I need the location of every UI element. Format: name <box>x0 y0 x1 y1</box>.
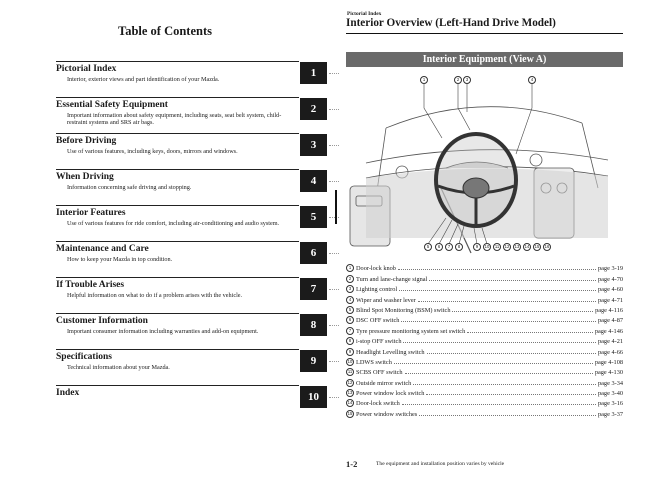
callout-number: 2 <box>454 76 462 84</box>
page-reference[interactable]: page 3-16 <box>597 400 623 408</box>
item-number: 2 <box>346 275 354 283</box>
item-number: 11 <box>347 369 353 375</box>
callout-number: 8 <box>455 243 463 251</box>
toc-entry[interactable] <box>56 205 326 237</box>
toc-entry[interactable] <box>56 385 326 417</box>
page-reference[interactable]: page 3-40 <box>597 390 623 398</box>
toc-entry[interactable] <box>56 61 326 93</box>
callout-number: 14 <box>524 244 530 249</box>
toc-description: How to keep your Mazda in top condition. <box>67 256 173 263</box>
dot-leader <box>398 269 596 270</box>
toc-heading[interactable]: Index <box>56 388 80 398</box>
callout-number: 1 <box>420 76 428 84</box>
index-item[interactable] <box>346 397 623 407</box>
index-item[interactable] <box>346 324 623 334</box>
item-label: Wiper and washer lever <box>356 296 416 304</box>
index-item[interactable] <box>346 262 623 272</box>
index-item[interactable] <box>346 304 623 314</box>
callout-number: 10 <box>484 244 490 249</box>
chapter-tab[interactable]: 2 <box>300 98 327 120</box>
callout-number: 3 <box>463 76 471 84</box>
tab-leader <box>329 181 339 182</box>
page-reference[interactable]: page 4-21 <box>597 338 623 346</box>
item-label: Outside mirror switch <box>356 379 412 387</box>
toc-description: Use of various features, including keys, doors, mirrors and windows. <box>67 148 238 155</box>
page-reference[interactable]: page 4-71 <box>597 296 623 304</box>
item-number: 4 <box>346 296 354 304</box>
toc-rule <box>56 169 299 170</box>
toc-rule <box>56 97 299 98</box>
chapter-tab[interactable]: 3 <box>300 134 327 156</box>
item-label: Turn and lane-change signal <box>356 275 428 283</box>
toc-heading[interactable]: Specifications <box>56 352 112 362</box>
toc-heading[interactable]: If Trouble Arises <box>56 280 125 290</box>
item-label: Power window switches <box>356 410 418 418</box>
item-label: Power window lock switch <box>356 390 425 398</box>
index-item[interactable] <box>346 272 623 282</box>
toc-entry[interactable] <box>56 97 326 129</box>
item-number: 3 <box>346 285 354 293</box>
callout-number: 13 <box>514 244 520 249</box>
toc-heading[interactable]: Pictorial Index <box>56 64 117 74</box>
chapter-tab[interactable]: 1 <box>300 62 327 84</box>
item-number: 5 <box>346 306 354 314</box>
toc-heading[interactable]: Interior Features <box>56 208 126 218</box>
page-reference[interactable]: page 4-130 <box>594 369 623 377</box>
tab-leader <box>329 361 339 362</box>
dot-leader <box>418 301 596 302</box>
index-item[interactable] <box>346 366 623 376</box>
callout-number: 4 <box>528 76 536 84</box>
callout-number: 6 <box>435 243 443 251</box>
tab-leader <box>329 217 339 218</box>
item-number: 8 <box>346 337 354 345</box>
callout-number: 7 <box>445 243 453 251</box>
toc-entry[interactable] <box>56 241 326 273</box>
dot-leader <box>402 404 596 405</box>
toc-entry[interactable] <box>56 277 326 309</box>
item-number: 1 <box>346 264 354 272</box>
toc-title: Table of Contents <box>118 24 212 38</box>
item-label: i-stop OFF switch <box>356 338 402 346</box>
page-reference[interactable]: page 4-116 <box>595 306 623 314</box>
dot-leader <box>401 321 596 322</box>
chapter-tab[interactable]: 7 <box>300 278 327 300</box>
toc-rule <box>56 277 299 278</box>
toc-rule <box>56 133 299 134</box>
item-number: 12 <box>347 379 353 385</box>
tab-leader <box>329 325 339 326</box>
toc-description: Important information about safety equipment, including seats, seat belt system, child-restraint systems and SRS air bags. <box>67 112 282 127</box>
page-number: 1-2 <box>346 459 358 469</box>
dot-leader <box>426 394 596 395</box>
item-label: Door-lock knob <box>356 265 396 273</box>
toc-rule <box>56 385 299 386</box>
chapter-tab[interactable]: 9 <box>300 350 327 372</box>
tab-leader <box>329 73 339 74</box>
callout-number: 16 <box>544 244 550 249</box>
dot-leader <box>427 353 596 354</box>
toc-rule <box>56 241 299 242</box>
toc-description: Information concerning safe driving and stopping. <box>67 184 192 191</box>
chapter-tab[interactable]: 8 <box>300 314 327 336</box>
chapter-tab[interactable]: 5 <box>300 206 327 228</box>
dot-leader <box>429 280 596 281</box>
page-reference[interactable]: page 4-108 <box>594 358 623 366</box>
page-reference[interactable]: page 3-37 <box>597 410 623 418</box>
item-label: SCBS OFF switch <box>356 369 403 377</box>
toc-heading[interactable]: Customer Information <box>56 316 148 326</box>
dot-leader <box>419 415 596 416</box>
item-number: 6 <box>346 316 354 324</box>
toc-rule <box>56 349 299 350</box>
item-label: Blind Spot Monitoring (BSM) switch <box>356 306 451 314</box>
dot-leader <box>467 332 593 333</box>
item-label: Tyre pressure monitoring system set switch <box>356 327 466 335</box>
index-item[interactable] <box>346 314 623 324</box>
page-reference[interactable]: page 4-70 <box>597 275 623 283</box>
tab-leader <box>329 397 339 398</box>
page-reference[interactable]: page 4-146 <box>594 327 623 335</box>
toc-rule <box>56 205 299 206</box>
chapter-tab[interactable]: 6 <box>300 242 327 264</box>
item-label: Headlight Levelling switch <box>356 348 425 356</box>
page-reference[interactable]: page 4-66 <box>597 348 623 356</box>
index-item[interactable] <box>346 407 623 417</box>
toc-description: Use of various features for ride comfort, including air-conditioning and audio system. <box>67 220 280 227</box>
index-item[interactable] <box>346 335 623 345</box>
toc-entry[interactable] <box>56 133 326 165</box>
dot-leader <box>413 384 596 385</box>
component-index <box>346 262 623 418</box>
toc-description: Technical information about your Mazda. <box>67 364 170 371</box>
toc-description: Interior, exterior views and part identification of your Mazda. <box>67 76 220 83</box>
toc-description: Important consumer information including warranties and add-on equipment. <box>67 328 259 335</box>
callout-number: 12 <box>504 244 510 249</box>
toc-heading[interactable]: Maintenance and Care <box>56 244 149 254</box>
index-item[interactable] <box>346 376 623 386</box>
index-item[interactable] <box>346 293 623 303</box>
item-number: 14 <box>347 400 353 406</box>
item-number: 13 <box>347 390 353 396</box>
dot-leader <box>394 363 593 364</box>
dot-leader <box>405 373 593 374</box>
page-reference[interactable]: page 3-19 <box>597 265 623 273</box>
page-title: Interior Overview (Left-Hand Drive Model) <box>346 17 556 29</box>
chapter-tab[interactable]: 10 <box>300 386 327 408</box>
toc-entry[interactable] <box>56 313 326 345</box>
tab-leader <box>329 109 339 110</box>
index-item[interactable] <box>346 345 623 355</box>
tab-leader <box>329 145 339 146</box>
interior-illustration <box>346 68 623 256</box>
view-banner: Interior Equipment (View A) <box>346 52 623 67</box>
toc-entry[interactable] <box>56 349 326 381</box>
item-label: Lighting control <box>356 286 398 294</box>
index-item[interactable] <box>346 387 623 397</box>
item-number: 7 <box>346 327 354 335</box>
tab-leader <box>329 289 339 290</box>
item-number: 9 <box>346 348 354 356</box>
tab-leader <box>329 253 339 254</box>
footnote: The equipment and installation position varies by vehicle <box>376 461 505 467</box>
index-item[interactable] <box>346 283 623 293</box>
callout-number: 15 <box>534 244 540 249</box>
page-edge-mark <box>335 190 337 224</box>
dot-leader <box>399 290 596 291</box>
page-reference[interactable]: page 3-34 <box>597 379 623 387</box>
toc-rule <box>56 313 299 314</box>
toc-rule <box>56 61 299 62</box>
title-rule <box>346 33 623 34</box>
chapter-tab[interactable]: 4 <box>300 170 327 192</box>
item-label: Door-lock switch <box>356 400 400 408</box>
page-reference[interactable]: page 4-87 <box>597 317 623 325</box>
callout-number: 9 <box>473 243 481 251</box>
page-reference[interactable]: page 4-60 <box>597 286 623 294</box>
item-label: LDWS switch <box>356 358 392 366</box>
toc-entry[interactable] <box>56 169 326 201</box>
toc-description: Helpful information on what to do if a problem arises with the vehicle. <box>67 292 243 299</box>
item-label: DSC OFF switch <box>356 317 400 325</box>
callout-number: 11 <box>494 244 500 249</box>
item-number: 15 <box>347 410 353 416</box>
dot-leader <box>452 311 593 312</box>
toc-heading[interactable]: Essential Safety Equipment <box>56 100 168 110</box>
callout-number: 5 <box>424 243 432 251</box>
index-item[interactable] <box>346 356 623 366</box>
item-number: 10 <box>347 358 353 364</box>
toc-heading[interactable]: When Driving <box>56 172 114 182</box>
dot-leader <box>403 342 596 343</box>
dashboard-drawing <box>346 68 623 256</box>
toc-heading[interactable]: Before Driving <box>56 136 117 146</box>
section-eyebrow: Pictorial Index <box>347 11 382 17</box>
